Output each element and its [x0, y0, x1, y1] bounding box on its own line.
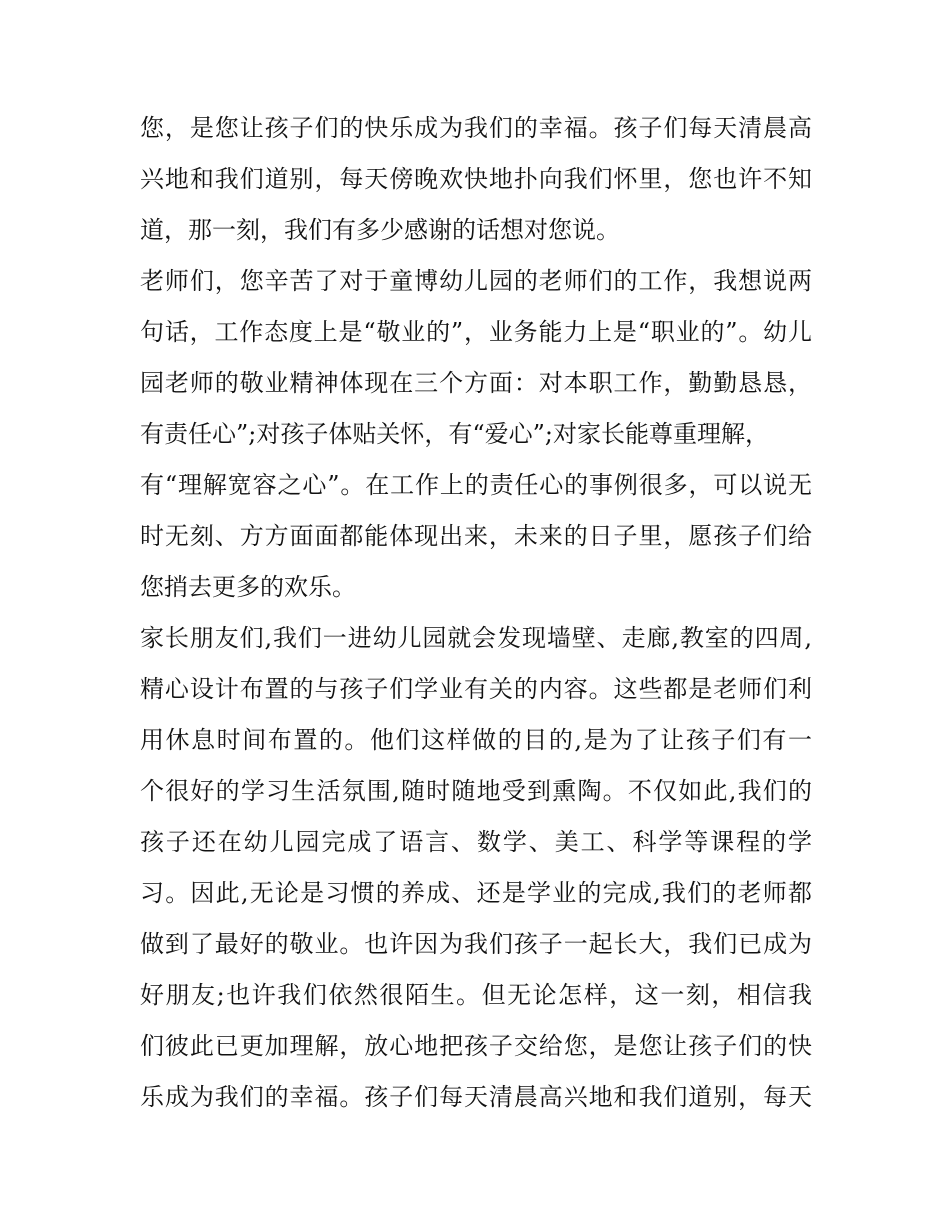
text-line: 园老师的敬业精神体现在三个方面：对本职工作，勤勤恳恳，	[140, 369, 812, 397]
text-line: 孩子还在幼儿园完成了语言、数学、美工、科学等课程的学	[140, 828, 812, 856]
text-line: 道，那一刻，我们有多少感谢的话想对您说。	[140, 216, 620, 244]
text-line: 有责任心”;对孩子体贴关怀，有“爱心”;对家长能尊重理解，	[140, 420, 769, 448]
text-line: 句话，工作态度上是“敬业的”，业务能力上是“职业的”。幼儿	[140, 318, 812, 346]
text-line: 老师们，您辛苦了对于童博幼儿园的老师们的工作，我想说两	[140, 267, 812, 295]
paragraph-1	[140, 103, 812, 256]
text-line: 个很好的学习生活氛围,随时随地受到熏陶。不仅如此,我们的	[140, 777, 812, 805]
text-line: 有“理解宽容之心”。在工作上的责任心的事例很多，可以说无	[140, 471, 812, 499]
text-line: 做到了最好的敬业。也许因为我们孩子一起长大，我们已成为	[140, 930, 812, 958]
text-line: 您捎去更多的欢乐。	[140, 573, 356, 601]
text-line: 兴地和我们道别，每天傍晚欢快地扑向我们怀里，您也许不知	[140, 165, 812, 193]
text-line: 们彼此已更加理解，放心地把孩子交给您，是您让孩子们的快	[140, 1032, 812, 1060]
text-line: 您，是您让孩子们的快乐成为我们的幸福。孩子们每天清晨高	[140, 114, 812, 142]
document-page	[140, 103, 812, 1123]
text-line: 用休息时间布置的。他们这样做的目的,是为了让孩子们有一	[140, 726, 812, 754]
text-line: 乐成为我们的幸福。孩子们每天清晨高兴地和我们道别，每天	[140, 1083, 812, 1111]
text-line: 习。因此,无论是习惯的养成、还是学业的完成,我们的老师都	[140, 879, 812, 907]
paragraph-2	[140, 256, 812, 613]
text-line: 精心设计布置的与孩子们学业有关的内容。这些都是老师们利	[140, 675, 812, 703]
paragraph-3	[140, 613, 812, 1123]
text-line: 时无刻、方方面面都能体现出来，未来的日子里，愿孩子们给	[140, 522, 812, 550]
text-line: 家长朋友们,我们一进幼儿园就会发现墙壁、走廊,教室的四周,	[140, 624, 812, 652]
text-line: 好朋友;也许我们依然很陌生。但无论怎样，这一刻，相信我	[140, 981, 812, 1009]
